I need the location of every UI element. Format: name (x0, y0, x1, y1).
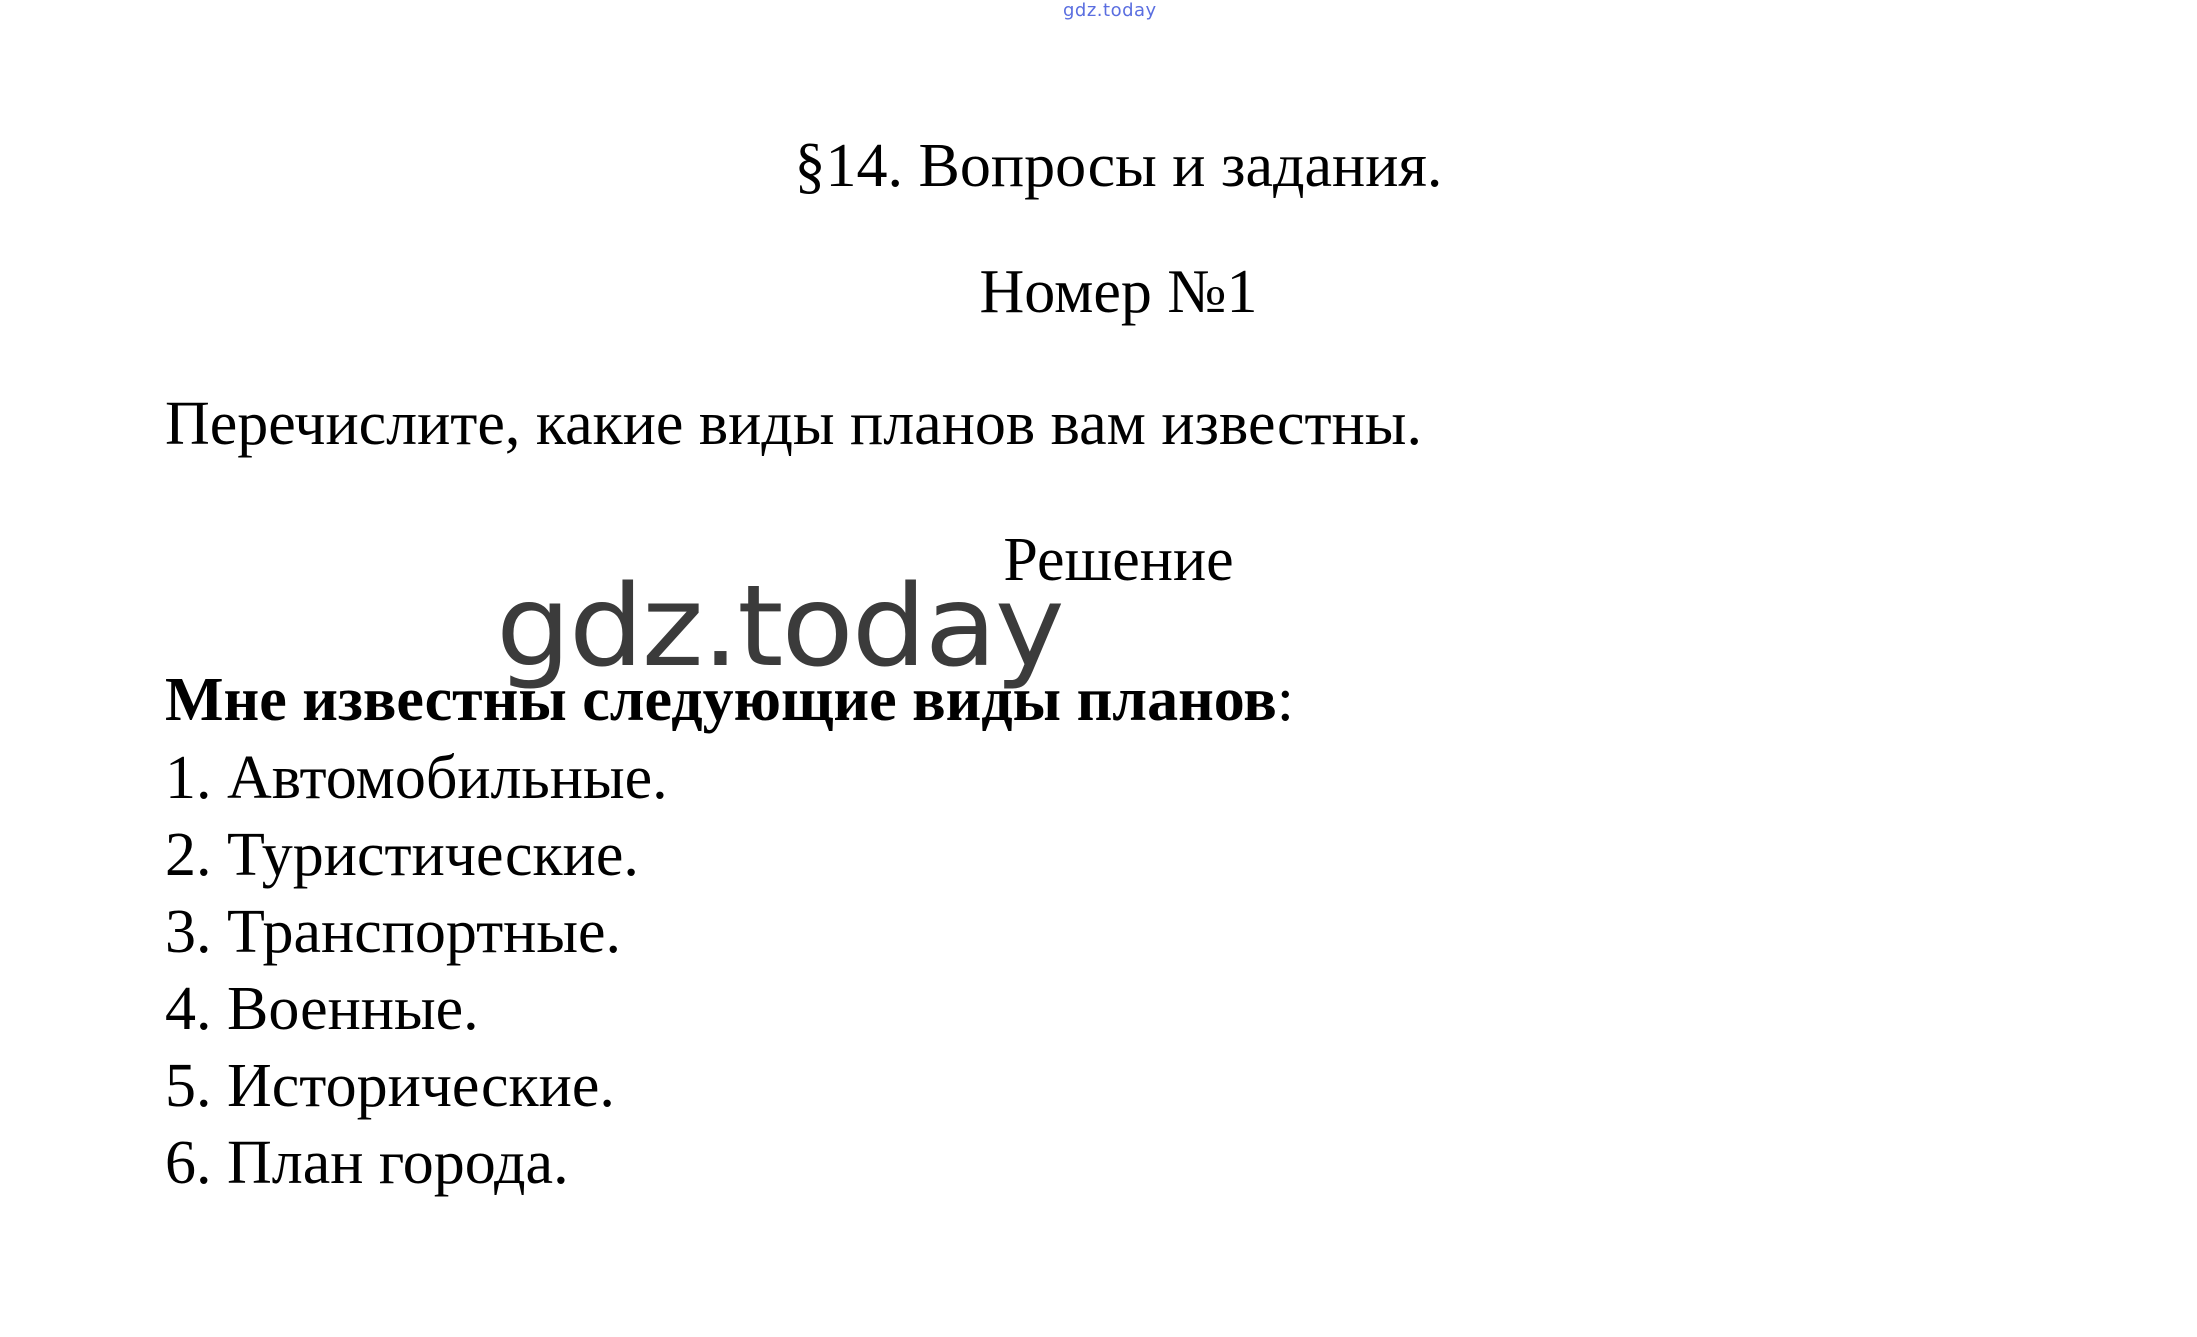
list-item: 5. Исторические. (165, 1052, 615, 1120)
task-number-heading: Номер №1 (979, 258, 1258, 326)
section-heading: §14. Вопросы и задания. (794, 132, 1443, 200)
list-item: 4. Военные. (165, 975, 479, 1043)
top-watermark: gdz.today (1063, 0, 1157, 21)
list-item: 1. Автомобильные. (165, 744, 668, 812)
answer-intro-colon: : (1276, 666, 1294, 734)
answer-intro-bold: Мне известны следующие виды планов (165, 666, 1277, 734)
solution-heading: Решение (1003, 526, 1234, 594)
center-watermark: gdz.today (496, 560, 1063, 692)
list-item: 2. Туристические. (165, 821, 639, 889)
answer-intro (165, 664, 1294, 736)
list-item: 6. План города. (165, 1129, 569, 1197)
list-item: 3. Транспортные. (165, 898, 622, 966)
answer-list (165, 740, 668, 1202)
question-text: Перечислите, какие виды планов вам известны. (165, 390, 1422, 458)
